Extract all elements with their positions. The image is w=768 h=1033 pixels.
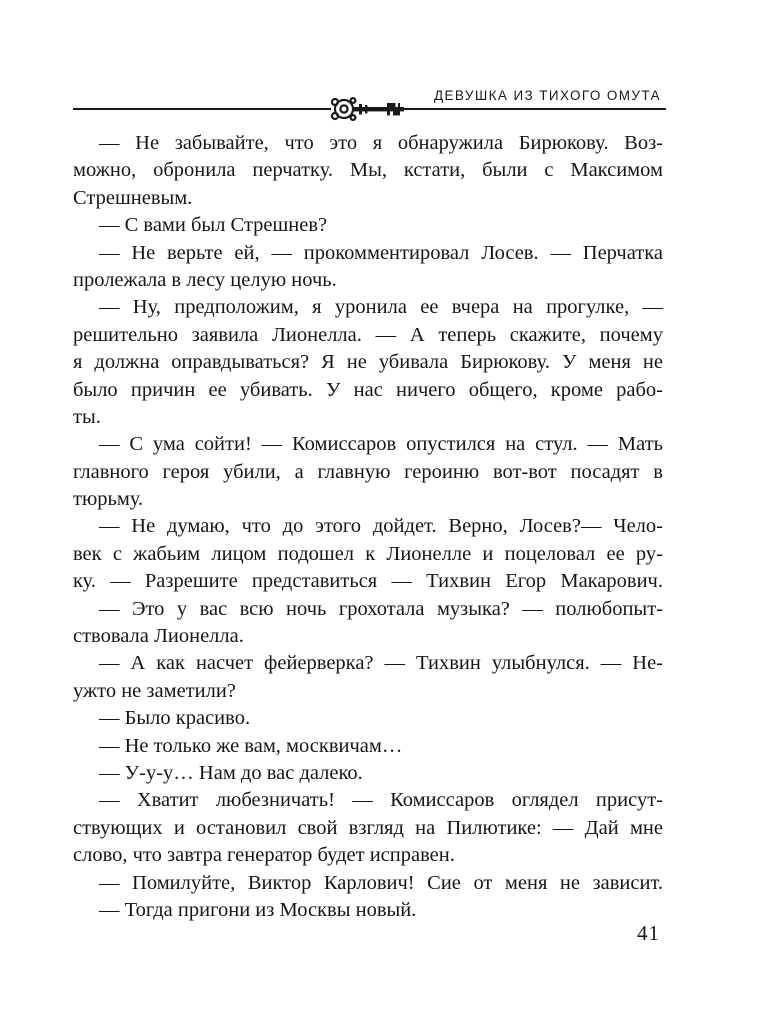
text-line: — С вами был Стрешнев?: [99, 214, 328, 237]
text-line: — Не верьте ей, — прокомментировал Лосев. — Перчатка: [99, 241, 663, 264]
text-line: тюрьму.: [73, 488, 144, 511]
text-line: ты.: [73, 405, 101, 428]
text-line: было причин ее убивать. У нас ничего общего, кроме рабо-: [73, 378, 663, 401]
text-line: — Ну, предположим, я уронила ее вчера на прогулке, —: [99, 296, 663, 319]
text-line: Стрешневым.: [73, 186, 193, 209]
page-number: 41: [637, 921, 660, 945]
text-line: — Тогда пригони из Москвы новый.: [99, 898, 417, 921]
text-line: ужто не заметили?: [73, 679, 236, 702]
text-line: — Помилуйте, Виктор Карлович! Сие от меня не зависит.: [99, 871, 663, 894]
key-ornament-icon: [328, 95, 406, 125]
text-line: — С ума сойти! — Комиссаров опустился на стул. — Мать: [99, 433, 663, 456]
text-line: — У-у-у… Нам до вас далеко.: [99, 761, 363, 784]
text-line: решительно заявила Лионелла. — А теперь скажите, почему: [73, 323, 663, 346]
text-line: — Не только же вам, москвичам…: [99, 734, 403, 757]
text-line: — Хватит любезничать! — Комиссаров оглядел присут-: [99, 789, 663, 812]
text-line: — Не забывайте, что это я обнаружила Бирюкову. Воз-: [99, 132, 663, 154]
text-line: — Было красиво.: [99, 707, 251, 730]
text-line: ку. — Разрешите представиться — Тихвин Егор Макарович.: [73, 570, 663, 593]
text-line: век с жабьим лицом подошел к Лионелле и поцеловал ее ру-: [73, 542, 663, 565]
header-rule-left: [73, 108, 331, 110]
text-line: ствующих и остановил свой взгляд на Пилютике: — Дай мне: [73, 816, 663, 839]
text-line: я должна оправдываться? Я не убивала Бирюкову. У меня не: [73, 351, 663, 374]
text-line: — Это у вас всю ночь грохотала музыка? — полюбопыт-: [99, 597, 663, 620]
text-line: — А как насчет фейерверка? — Тихвин улыбнулся. — Не-: [99, 652, 663, 675]
text-body: [73, 130, 663, 924]
header-rule-right: [402, 108, 666, 110]
text-line: слово, что завтра генератор будет исправен.: [73, 844, 455, 867]
text-line: можно, обронила перчатку. Мы, кстати, были с Максимом: [73, 159, 663, 182]
text-line: — Не думаю, что до этого дойдет. Верно, Лосев?— Чело-: [99, 515, 663, 538]
running-header: ДЕВУШКА ИЗ ТИХОГО ОМУТА: [433, 88, 661, 103]
text-line: пролежала в лесу целую ночь.: [73, 268, 337, 291]
text-line: главного героя убили, а главную героиню вот-вот посадят в: [73, 460, 663, 483]
text-line: ствовала Лионелла.: [73, 625, 244, 648]
